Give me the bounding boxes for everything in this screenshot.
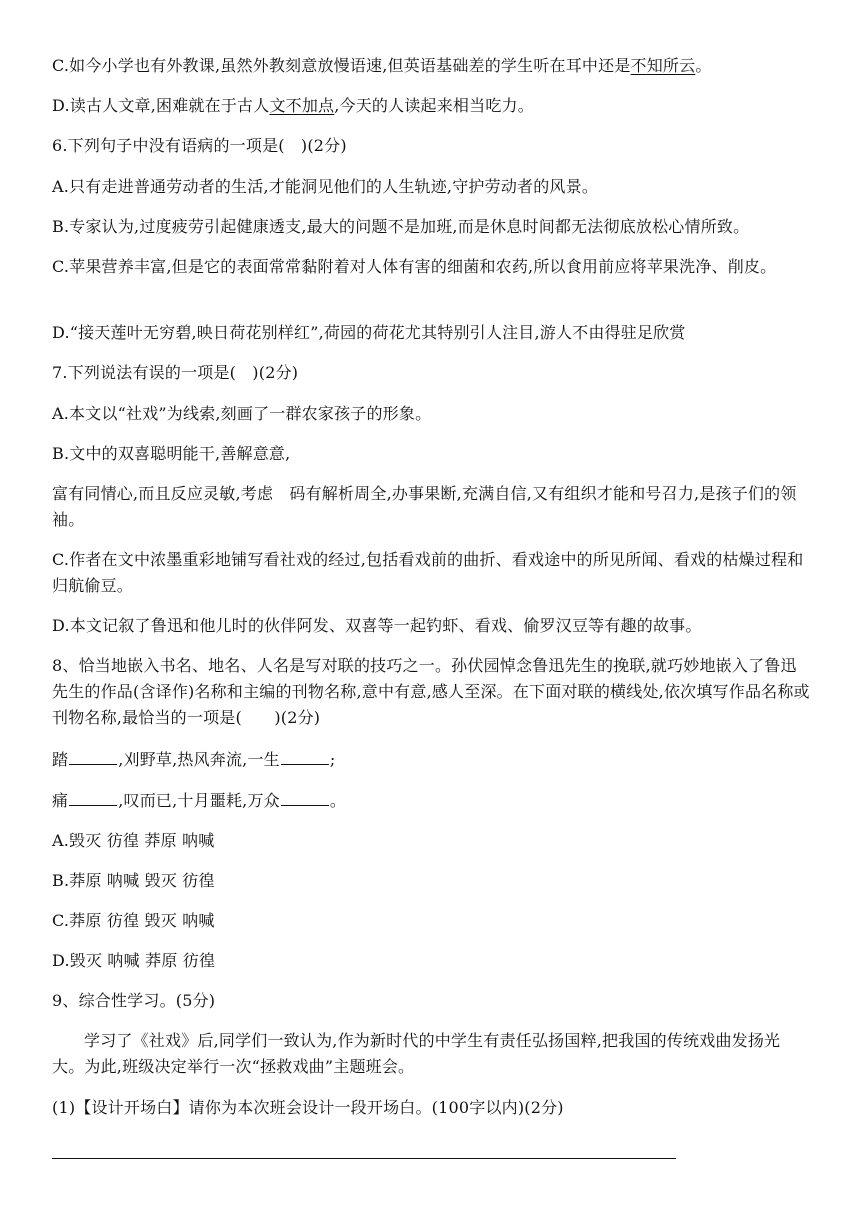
q8-option-b: B.莽原 呐喊 毁灭 彷徨 (52, 871, 215, 890)
q8-couplet-upper (52, 747, 812, 773)
q8-couplet-lower-start: 痛 (52, 791, 69, 810)
q7-stem: 7.下列说法有误的一项是( )(2分) (52, 363, 299, 382)
q8-couplet-upper-start: 踏 (52, 750, 69, 769)
q7-option-b: B.文中的双喜聪明能干,善解意意, (52, 444, 291, 463)
q7-option-c: C.作者在文中浓墨重彩地铺写看社戏的经过,包括看戏前的曲折、看戏途中的所见所闻、看戏的枯燥过程和归航偷豆。 (52, 550, 804, 595)
q5-option-d-text: D.读古人文章,困难就在于古人 (52, 96, 270, 115)
q9-stem: 9、综合性学习。(5分) (52, 991, 216, 1010)
q5-option-c-end: 。 (695, 56, 712, 75)
q8-couplet-lower-end: 。 (329, 791, 347, 810)
q8-couplet-upper-end: ; (329, 750, 336, 769)
q8-blank-2 (281, 748, 329, 765)
q8-couplet-upper-middle: ,刈野草,热风奔流,一生 (118, 750, 280, 769)
q8-couplet-lower (52, 788, 812, 814)
q8-option-a: A.毁灭 彷徨 莽原 呐喊 (52, 831, 215, 850)
q8-blank-3 (69, 789, 117, 806)
q8-option-d: D.毁灭 呐喊 莽原 彷徨 (52, 951, 216, 970)
q8-blank-4 (281, 789, 329, 806)
q8-option-c: C.莽原 彷徨 毁灭 呐喊 (52, 911, 215, 930)
q6-option-b: B.专家认为,过度疲劳引起健康透支,最大的问题不是加班,而是休息时间都无法彻底放松心情所致。 (52, 217, 750, 236)
q9-part-1: (1)【设计开场白】请你为本次班会设计一段开场白。(100字以内)(2分) (52, 1098, 564, 1117)
q5-option-d-underlined: 文不加点 (269, 96, 335, 115)
q9-intro: 学习了《社戏》后,同学们一致认为,作为新时代的中学生有责任弘扬国粹,把我国的传统戏曲发扬光大。为此,班级决定举行一次“拯救戏曲”主题班会。 (52, 1031, 781, 1076)
q8-couplet-lower-middle: ,叹而已,十月噩耗,万众 (118, 791, 280, 810)
q5-option-d-end: ,今天的人读起来相当吃力。 (334, 96, 534, 115)
q6-option-c: C.苹果营养丰富,但是它的表面常常黏附着对人体有害的细菌和农药,所以食用前应将苹果洗净、削皮。 (52, 257, 777, 276)
q8-stem: 8、恰当地嵌入书名、地名、人名是写对联的技巧之一。孙伏园悼念鲁迅先生的挽联,就巧妙地嵌入了鲁迅先生的作品(含译作)名称和主编的刊物名称,意中有意,感人至深。在下面对联的横线处,依次填写作品名称或刊物名称,最恰当的一项是( )(2分) (52, 656, 810, 727)
q7-option-a: A.本文以“社戏”为线索,刻画了一群农家孩子的形象。 (52, 404, 432, 423)
answer-line[interactable] (52, 1158, 676, 1159)
q5-option-c-text: C.如今小学也有外教课,虽然外教刻意放慢语速,但英语基础差的学生听在耳中还是 (52, 56, 631, 75)
q7-option-b-continued: 富有同情心,而且反应灵敏,考虑 码有解析周全,办事果断,充满自信,又有组织才能和号召力,是孩子们的领袖。 (52, 484, 797, 529)
q5-option-c (52, 53, 812, 79)
q8-blank-1 (69, 748, 117, 765)
q5-option-c-underlined: 不知所云 (630, 56, 696, 75)
q6-option-d: D.“接天莲叶无穷碧,映日荷花别样红”,荷园的荷花尤其特别引人注目,游人不由得驻足欣赏 (52, 323, 686, 342)
q6-option-a: A.只有走进普通劳动者的生活,才能洞见他们的人生轨迹,守护劳动者的风景。 (52, 177, 599, 196)
q5-option-d (52, 93, 812, 119)
q7-option-d: D.本文记叙了鲁迅和他儿时的伙伴阿发、双喜等一起钓虾、看戏、偷罗汉豆等有趣的故事。 (52, 616, 702, 635)
q6-stem: 6.下列句子中没有语病的一项是( )(2分) (52, 136, 347, 155)
